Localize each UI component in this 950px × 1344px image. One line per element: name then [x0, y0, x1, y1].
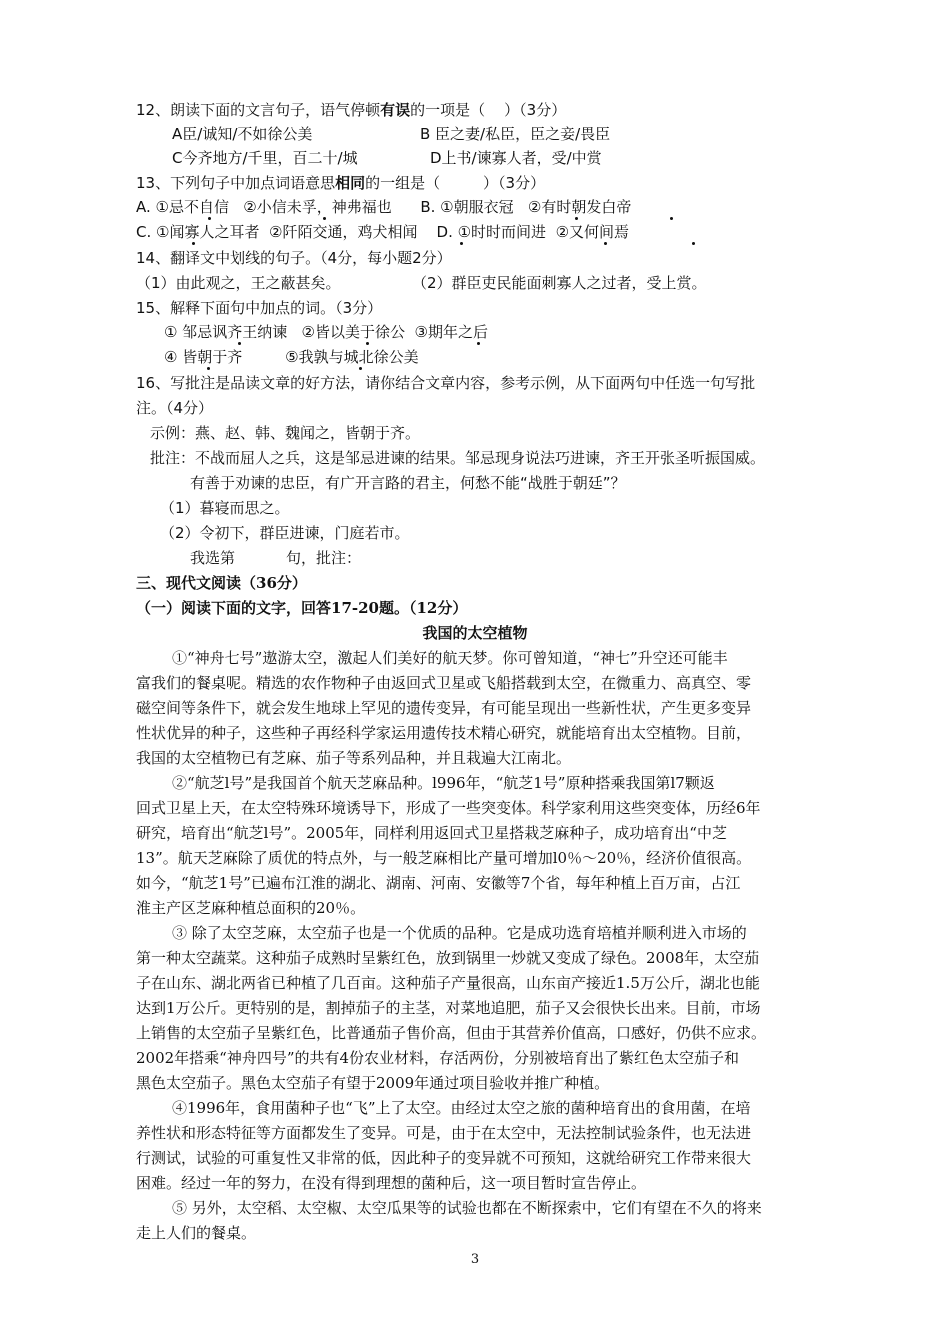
emphasis-dot — [323, 217, 326, 220]
passage-line: 困难。经过一年的努力，在没有得到理想的菌种后，这一项目暂时宣告停止。 — [136, 1174, 647, 1192]
q12-option-a: A臣/诚知/不如徐公美 — [172, 125, 313, 143]
emphasis-dot — [575, 217, 578, 220]
emphasis-dot — [692, 242, 695, 245]
passage-line: 养性状和形态特征等方面都发生了变异。可是，由于在太空中，无法控制试验条件，也无法进 — [136, 1124, 752, 1142]
q15-line-2: ④ 皆朝于齐 ⑤我孰与城北徐公美 — [164, 348, 419, 366]
section-heading: 三、现代文阅读（36分） — [136, 574, 307, 592]
emphasis-dot — [238, 342, 241, 345]
passage-line: ⑤ 另外，太空稻、太空椒、太空瓜果等的试验也都在不断探索中，它们有望在不久的将来 — [172, 1199, 762, 1217]
emphasis-dot — [207, 367, 210, 370]
q12-stem-a: 12、朗读下面的文言句子，语气停顿 — [136, 101, 381, 119]
q12-stem-bold: 有误 — [380, 101, 411, 119]
passage-line: ②“航芝l号”是我国首个航天芝麻品种。l996年，“航芝1号”原种搭乘我国第l7颗返 — [172, 774, 715, 792]
section-sub-heading: （一）阅读下面的文字，回答17-20题。（12分） — [136, 599, 468, 617]
passage-line: ③ 除了太空芝麻，太空茄子也是一个优质的品种。它是成功选育培植并顺利进入市场的 — [172, 924, 747, 942]
passage-line: 如今，“航芝1号”已遍布江淮的湖北、湖南、河南、安徽等7个省，每年种植上百万亩，占江 — [136, 874, 741, 892]
q14-stem: 14、翻译文中划线的句子。（4分，每小题2分） — [136, 249, 452, 267]
q14-item-1: （1）由此观之，王之蔽甚矣。 — [136, 274, 341, 292]
passage-line: 磁空间等条件下，就会发生地球上罕见的遗传变异，有可能呈现出一些新性状，产生更多变异 — [136, 699, 752, 717]
q14-item-2: （2）群臣吏民能面刺寡人之过者，受上赏。 — [412, 274, 707, 292]
passage-line: ①“神舟七号”遨游太空，激起人们美好的航天梦。你可曾知道，“神七”升空还可能丰 — [172, 649, 728, 667]
emphasis-dot — [604, 242, 607, 245]
emphasis-dot — [670, 217, 673, 220]
passage-line: 上销售的太空茄子呈紫红色，比普通茄子售价高，但由于其营养价值高，口感好，仍供不应求。 — [136, 1024, 767, 1042]
q16-answer-annotation: 句，批注： — [286, 549, 362, 567]
emphasis-dot — [192, 242, 195, 245]
passage-line: 第一种太空蔬菜。这种茄子成熟时呈紫红色，放到锅里一炒就又变成了绿色。2008年，太空茄 — [136, 949, 760, 967]
q13-options-line-1: A. ①忌不自信 ②小信未孚，神弗福也 B. ①朝服衣冠 ②有时朝发白帝 — [136, 198, 632, 216]
passage-line: 2002年搭乘“神舟四号”的共有4份农业材料，存活两份，分别被培育出了紫红色太空茄子和 — [136, 1049, 740, 1067]
passage-line: ④1996年，食用菌种子也“飞”上了太空。由经过太空之旅的菌种培育出的食用菌，在培 — [172, 1099, 751, 1117]
q12-option-d: D上书/谏寡人者，受/中赏 — [430, 149, 602, 167]
passage-line: 行测试，试验的可重复性又非常的低，因此种子的变异就不可预知，这就给研究工作带来很大 — [136, 1149, 752, 1167]
emphasis-dot — [359, 367, 362, 370]
q13-stem — [136, 171, 545, 195]
q12-option-b: B 臣之妻/私臣，臣之妾/畏臣 — [420, 125, 611, 143]
passage-line: 淮主产区芝麻种植总面积的20％。 — [136, 899, 366, 917]
passage-line: 研究，培育出“航芝l号”。2005年，同样利用返回式卫星搭栽芝麻种子，成功培育出“中芝 — [136, 824, 727, 842]
q13-stem-b: 的一组是（ ）（3分） — [365, 174, 546, 192]
q16-stem-line-2: 注。（4分） — [136, 399, 214, 417]
q13-stem-a: 13、下列句子中加点词语意思 — [136, 174, 336, 192]
q16-item-2: （2）令初下，群臣进谏，门庭若市。 — [160, 524, 410, 542]
passage-line: 回式卫星上天，在太空特殊环境诱导下，形成了一些突变体。科学家利用这些突变体，历经6年 — [136, 799, 761, 817]
emphasis-dot — [366, 342, 369, 345]
q16-item-1: （1）暮寝而思之。 — [160, 499, 290, 517]
passage-line: 我国的太空植物已有芝麻、茄子等系列品种，并且栽遍大江南北。 — [136, 749, 572, 767]
q15-line-1: ① 邹忌讽齐王纳谏 ②皆以美于徐公 ③期年之后 — [164, 323, 488, 341]
q16-annotation-line-1: 批注：不战而屈人之兵，这是邹忌进谏的结果。邹忌现身说法巧进谏，齐王开张圣听振国威。 — [150, 449, 766, 467]
emphasis-dot — [208, 217, 211, 220]
emphasis-dot — [477, 342, 480, 345]
q15-stem: 15、解释下面句中加点的词。（3分） — [136, 299, 383, 317]
q16-example: 示例：燕、赵、韩、魏闻之，皆朝于齐。 — [150, 424, 421, 442]
passage-line: 子在山东、湖北两省已种植了几百亩。这种茄子产量很高，山东亩产接近1.5万公斤，湖北也能 — [136, 974, 760, 992]
emphasis-dot — [460, 242, 463, 245]
q16-answer-choice: 我选第 — [190, 549, 236, 567]
passage-line: 性状优异的种子，这些种子再经科学家运用遗传技术精心研究，就能培育出太空植物。目前， — [136, 724, 752, 742]
q16-stem-line-1: 16、写批注是品读文章的好方法，请你结合文章内容，参考示例，从下面两句中任选一句写批 — [136, 374, 756, 392]
q13-options-line-2: C. ①闻寡人之耳者 ②阡陌交通，鸡犬相闻 D. ①时时而间进 ②又何间焉 — [136, 223, 630, 241]
q13-stem-bold: 相同 — [335, 174, 366, 192]
passage-line: 走上人们的餐桌。 — [136, 1224, 257, 1242]
q12-option-c: C今齐地方/千里，百二十/城 — [172, 149, 358, 167]
q12-stem — [136, 98, 566, 122]
passage-line: 达到1万公斤。更特别的是，割掉茄子的主茎，对菜地追肥，茄子又会很快长出来。目前，市场 — [136, 999, 761, 1017]
passage-line: 13”。航天芝麻除了质优的特点外，与一般芝麻相比产量可增加l0％～20％，经济价值很高。 — [136, 849, 752, 867]
q16-annotation-line-2: 有善于劝谏的忠臣，有广开言路的君主，何愁不能“战胜于朝廷”？ — [190, 474, 626, 492]
passage-line: 富我们的餐桌呢。精选的农作物种子由返回式卫星或飞船搭载到太空，在微重力、高真空、零 — [136, 674, 752, 692]
passage-line: 黑色太空茄子。黑色太空茄子有望于2009年通过项目验收并推广种植。 — [136, 1074, 610, 1092]
q12-stem-b: 的一项是（ ）（3分） — [410, 101, 567, 119]
page-number: 3 — [470, 1252, 480, 1267]
passage-title: 我国的太空植物 — [422, 624, 528, 642]
